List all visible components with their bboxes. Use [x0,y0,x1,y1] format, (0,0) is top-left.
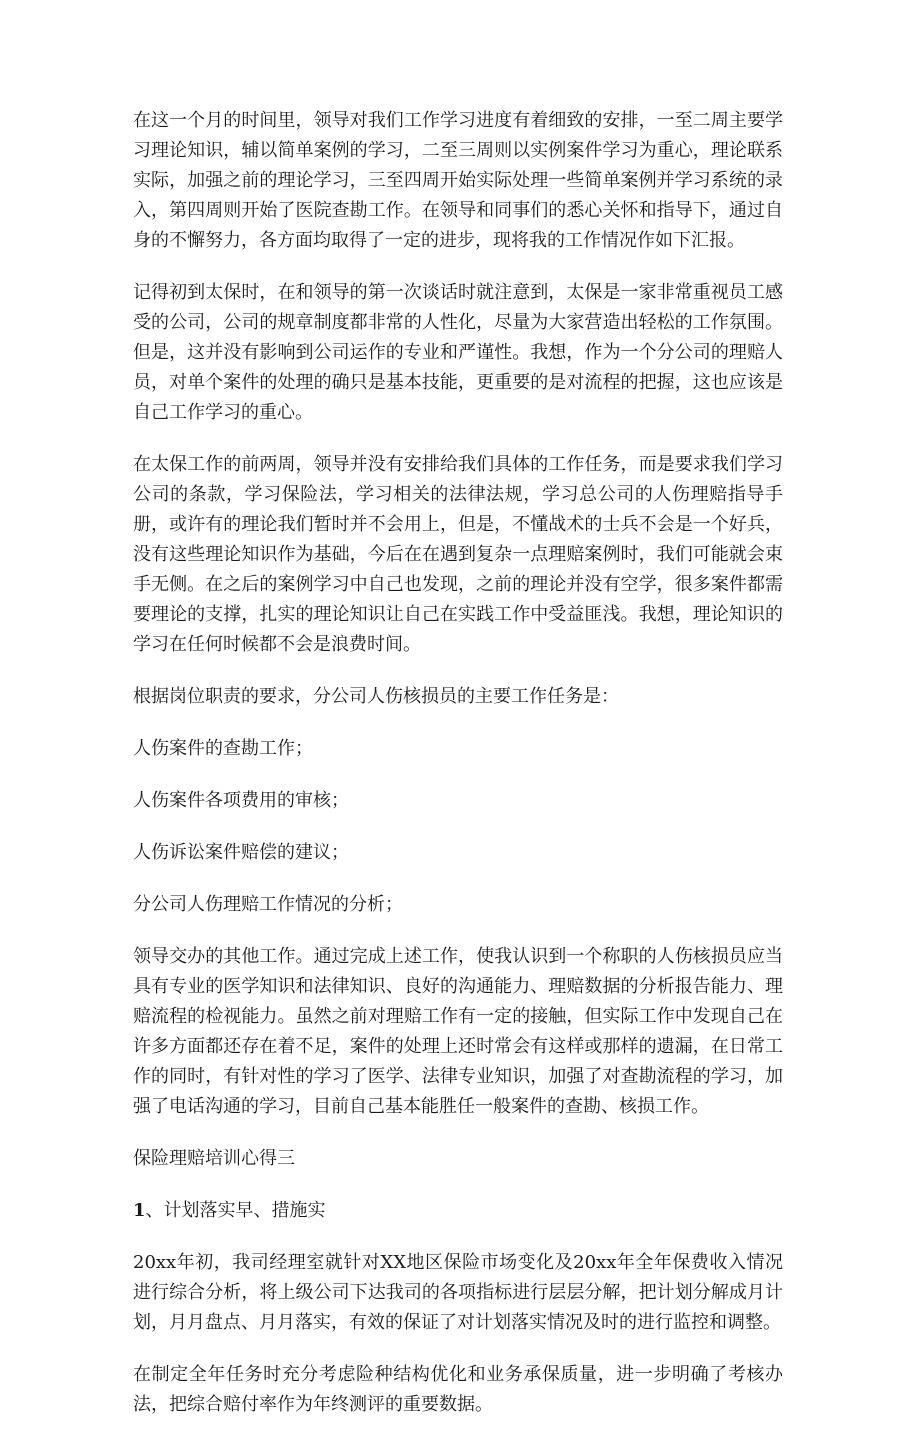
paragraph-first-two-weeks: 在太保工作的前两周，领导并没有安排给我们具体的工作任务，而是要求我们学习公司的条款，学习保险法，学习相关的法律法规，学习总公司的人伤理赔指导手册，或许有的理论我们暂时并不会用上，但是，不懂战术的士兵不会是一个好兵，没有这些理论知识作为基础，今后在在遇到复杂一点理赔案例时，我们可能就会束手无侧。在之后的案例学习中自己也发现，之前的理论并没有空学，很多案件都需要理论的支撑，扎实的理论知识让自己在实践工作中受益匪浅。我想，理论知识的学习在任何时候都不会是浪费时间。 [133,454,783,655]
duty-item-analysis: 分公司人伤理赔工作情况的分析； [133,894,403,915]
duty-item-fee-review: 人伤案件各项费用的审核； [133,790,349,811]
document-body [133,106,783,1442]
section-title: 保险理赔培训心得三 [133,1148,295,1169]
paragraph-annual-task: 在制定全年任务时充分考虑险种结构优化和业务承保质量，进一步明确了考核办法，把综合赔付率作为年终测评的重要数据。 [133,1364,783,1415]
section-heading-number: 1 [133,1200,146,1221]
paragraph-other-work: 领导交办的其他工作。通过完成上述工作，使我认识到一个称职的人伤核损员应当具有专业的医学知识和法律知识、良好的沟通能力、理赔数据的分析报告能力、理赔流程的检视能力。虽然之前对理赔工作有一定的接触，但实际工作中发现自己在许多方面都还存在着不足，案件的处理上还时常会有这样或那样的遗漏，在日常工作的同时，有针对性的学习了医学、法律专业知识，加强了对查勘流程的学习，加强了电话沟通的学习，目前自己基本能胜任一般案件的查勘、核损工作。 [133,946,783,1117]
section-heading-text: 、计划落实早、措施实 [145,1200,326,1221]
duty-item-litigation: 人伤诉讼案件赔偿的建议； [133,842,349,863]
paragraph-first-impression: 记得初到太保时，在和领导的第一次谈话时就注意到，太保是一家非常重视员工感受的公司，公司的规章制度都非常的人性化，尽量为大家营造出轻松的工作氛围。但是，这并没有影响到公司运作的专业和严谨性。我想，作为一个分公司的理赔人员，对单个案件的处理的确只是基本技能，更重要的是对流程的把握，这也应该是自己工作学习的重心。 [133,282,783,423]
duty-item-survey: 人伤案件的查勘工作； [133,738,313,759]
paragraph-intro: 在这一个月的时间里，领导对我们工作学习进度有着细致的安排，一至二周主要学习理论知识，辅以简单案例的学习，二至三周则以实例案件学习为重心，理论联系实际，加强之前的理论学习，三至四周开始实际处理一些简单案例并学习系统的录入，第四周则开始了医院查勘工作。在领导和同事们的悉心关怀和指导下，通过自身的不懈努力，各方面均取得了一定的进步，现将我的工作情况作如下汇报。 [133,110,783,251]
section-heading [133,1196,783,1226]
paragraph-duties-intro: 根据岗位职责的要求，分公司人伤核损员的主要工作任务是： [133,686,619,707]
paragraph-plan: 20xx年初，我司经理室就针对XX地区保险市场变化及20xx年全年保费收入情况进行综合分析，将上级公司下达我司的各项指标进行层层分解，把计划分解成月计划，月月盘点、月月落实，有效的保证了对计划落实情况及时的进行监控和调整。 [133,1252,783,1333]
